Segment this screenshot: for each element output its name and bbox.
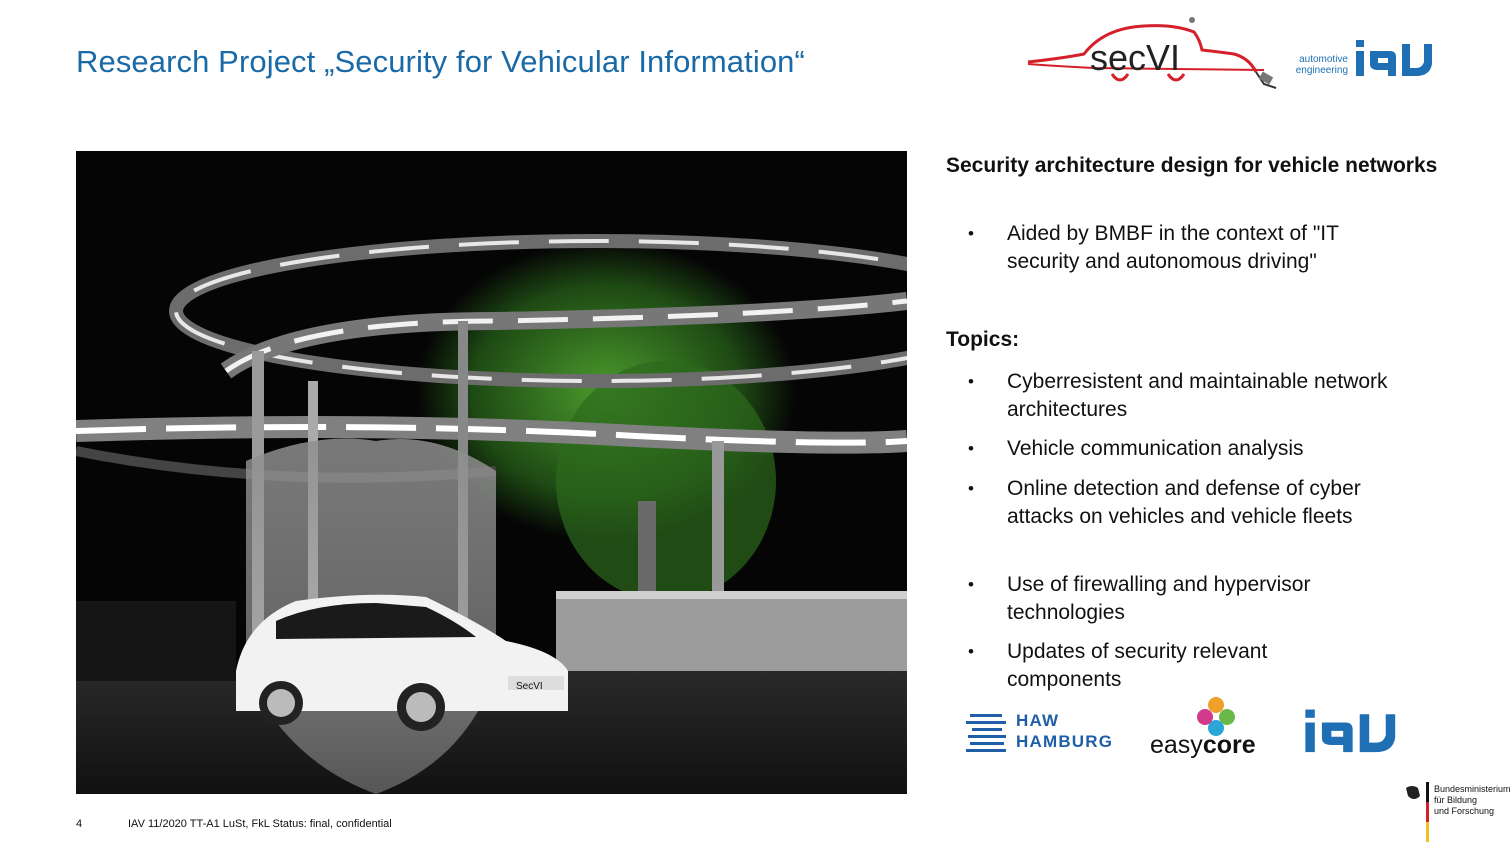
bullet-marker: • bbox=[968, 372, 974, 391]
topic-item: Cyberresistent and maintainable network architectures bbox=[1007, 370, 1388, 421]
haw-hamburg-logo bbox=[966, 708, 1136, 758]
bmbf-line: Bundesministerium bbox=[1434, 784, 1511, 794]
bullet-marker: • bbox=[968, 479, 974, 498]
bullet-marker: • bbox=[968, 642, 974, 661]
iav-subtitle: automotive engineering bbox=[1295, 54, 1348, 76]
car-photo bbox=[76, 151, 907, 794]
haw-line2: HAMBURG bbox=[1016, 732, 1114, 751]
haw-line1: HAW bbox=[1016, 711, 1060, 730]
topic-item: Use of firewalling and hypervisor technologies bbox=[1007, 573, 1311, 624]
bmbf-line: und Forschung bbox=[1434, 806, 1495, 816]
bullet-marker: • bbox=[968, 224, 974, 243]
topic-item: Updates of security relevant components bbox=[1007, 640, 1268, 691]
topic-item: Online detection and defense of cyber attacks on vehicles and vehicle fleets bbox=[1007, 477, 1361, 528]
secvi-logo-text: secVI bbox=[1090, 37, 1181, 78]
topics-label: Topics: bbox=[946, 328, 1020, 351]
car-plate: SecVI bbox=[516, 681, 543, 692]
page-number: 4 bbox=[76, 818, 83, 830]
footer-info: IAV 11/2020 TT-A1 LuSt, FkL Status: final, confidential bbox=[128, 818, 392, 830]
slide-title: Research Project „Security for Vehicular Information“ bbox=[76, 44, 805, 79]
iav-logo-bottom bbox=[1303, 708, 1407, 761]
easycore-logo bbox=[1150, 695, 1290, 765]
bullet-marker: • bbox=[968, 439, 974, 458]
intro-bullet: Aided by BMBF in the context of "IT security and autonomous driving" bbox=[1007, 222, 1339, 273]
section-heading: Security architecture design for vehicle networks bbox=[946, 154, 1438, 177]
bmbf-logo bbox=[1400, 782, 1512, 842]
bullet-marker: • bbox=[968, 575, 974, 594]
topic-item: Vehicle communication analysis bbox=[1007, 437, 1304, 460]
secvi-logo bbox=[1024, 14, 1286, 96]
easycore-core: core bbox=[1202, 731, 1256, 759]
iav-logo-top bbox=[1290, 30, 1440, 80]
bmbf-line: für Bildung bbox=[1434, 795, 1478, 805]
easycore-easy: easy bbox=[1150, 731, 1203, 759]
